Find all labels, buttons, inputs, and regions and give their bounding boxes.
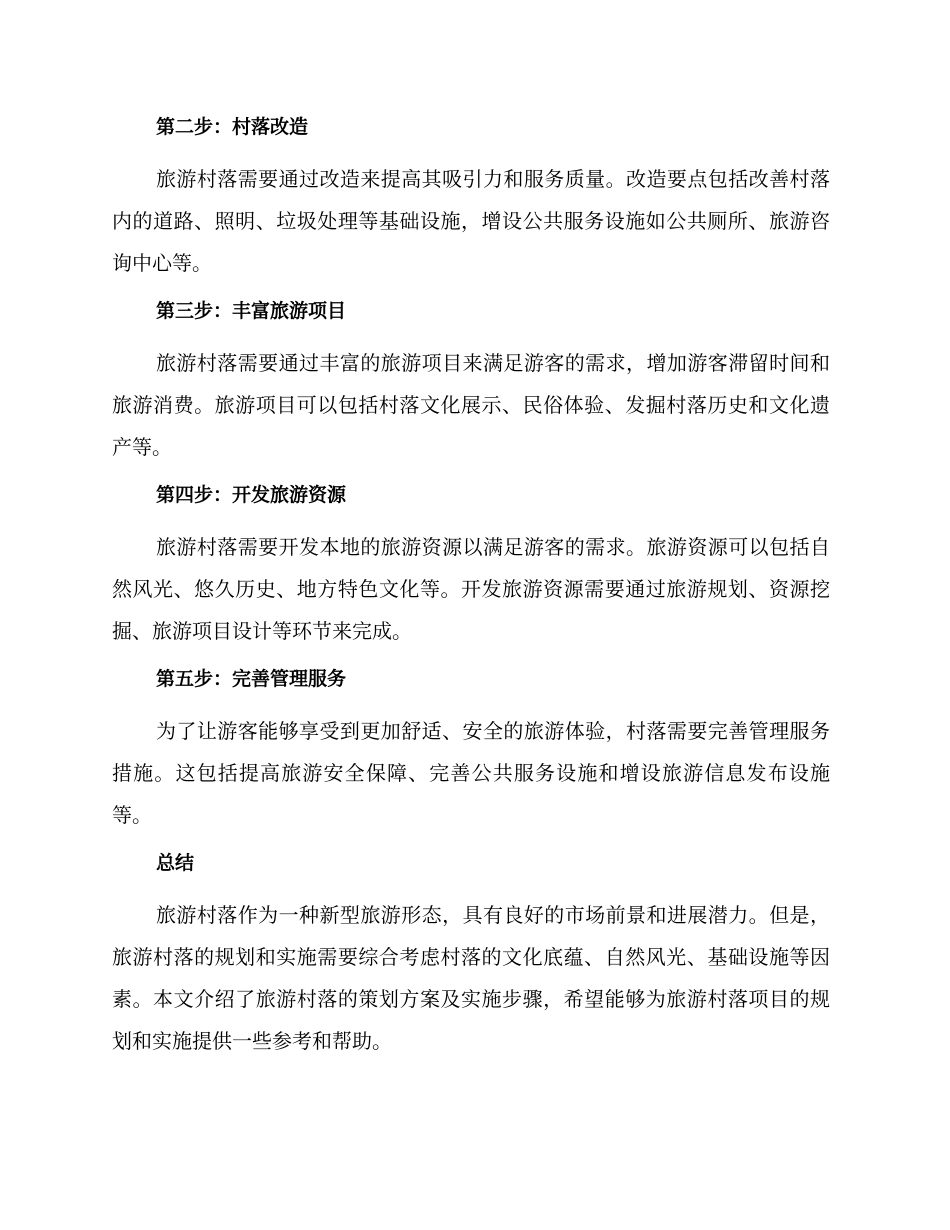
document-page	[112, 108, 830, 1070]
section-step-2	[112, 108, 830, 284]
section-heading: 第三步：丰富旅游项目	[156, 300, 347, 322]
section-paragraph: 旅游村落需要通过丰富的旅游项目来满足游客的需求，增加游客滞留时间和旅游消费。旅游项目可以包括村落文化展示、民俗体验、发掘村落历史和文化遗产等。	[112, 351, 830, 459]
section-paragraph: 旅游村落需要通过改造来提高其吸引力和服务质量。改造要点包括改善村落内的道路、照明、垃圾处理等基础设施，增设公共服务设施如公共厕所、旅游咨询中心等。	[112, 167, 830, 275]
section-step-5	[112, 660, 830, 836]
section-heading: 第五步：完善管理服务	[156, 668, 347, 690]
section-paragraph: 旅游村落作为一种新型旅游形态，具有良好的市场前景和进展潜力。但是，旅游村落的规划和实施需要综合考虑村落的文化底蕴、自然风光、基础设施等因素。本文介绍了旅游村落的策划方案及实施步骤，希望能够为旅游村落项目的规划和实施提供一些参考和帮助。	[112, 903, 830, 1053]
section-step-3	[112, 292, 830, 468]
section-paragraph: 旅游村落需要开发本地的旅游资源以满足游客的需求。旅游资源可以包括自然风光、悠久历史、地方特色文化等。开发旅游资源需要通过旅游规划、资源挖掘、旅游项目设计等环节来完成。	[112, 535, 830, 643]
section-heading: 总结	[156, 852, 195, 874]
section-paragraph: 为了让游客能够享受到更加舒适、安全的旅游体验，村落需要完善管理服务措施。这包括提高旅游安全保障、完善公共服务设施和增设旅游信息发布设施等。	[112, 719, 830, 827]
section-heading: 第二步：村落改造	[156, 116, 309, 138]
section-summary	[112, 844, 830, 1062]
section-step-4	[112, 476, 830, 652]
section-heading: 第四步：开发旅游资源	[156, 484, 347, 506]
